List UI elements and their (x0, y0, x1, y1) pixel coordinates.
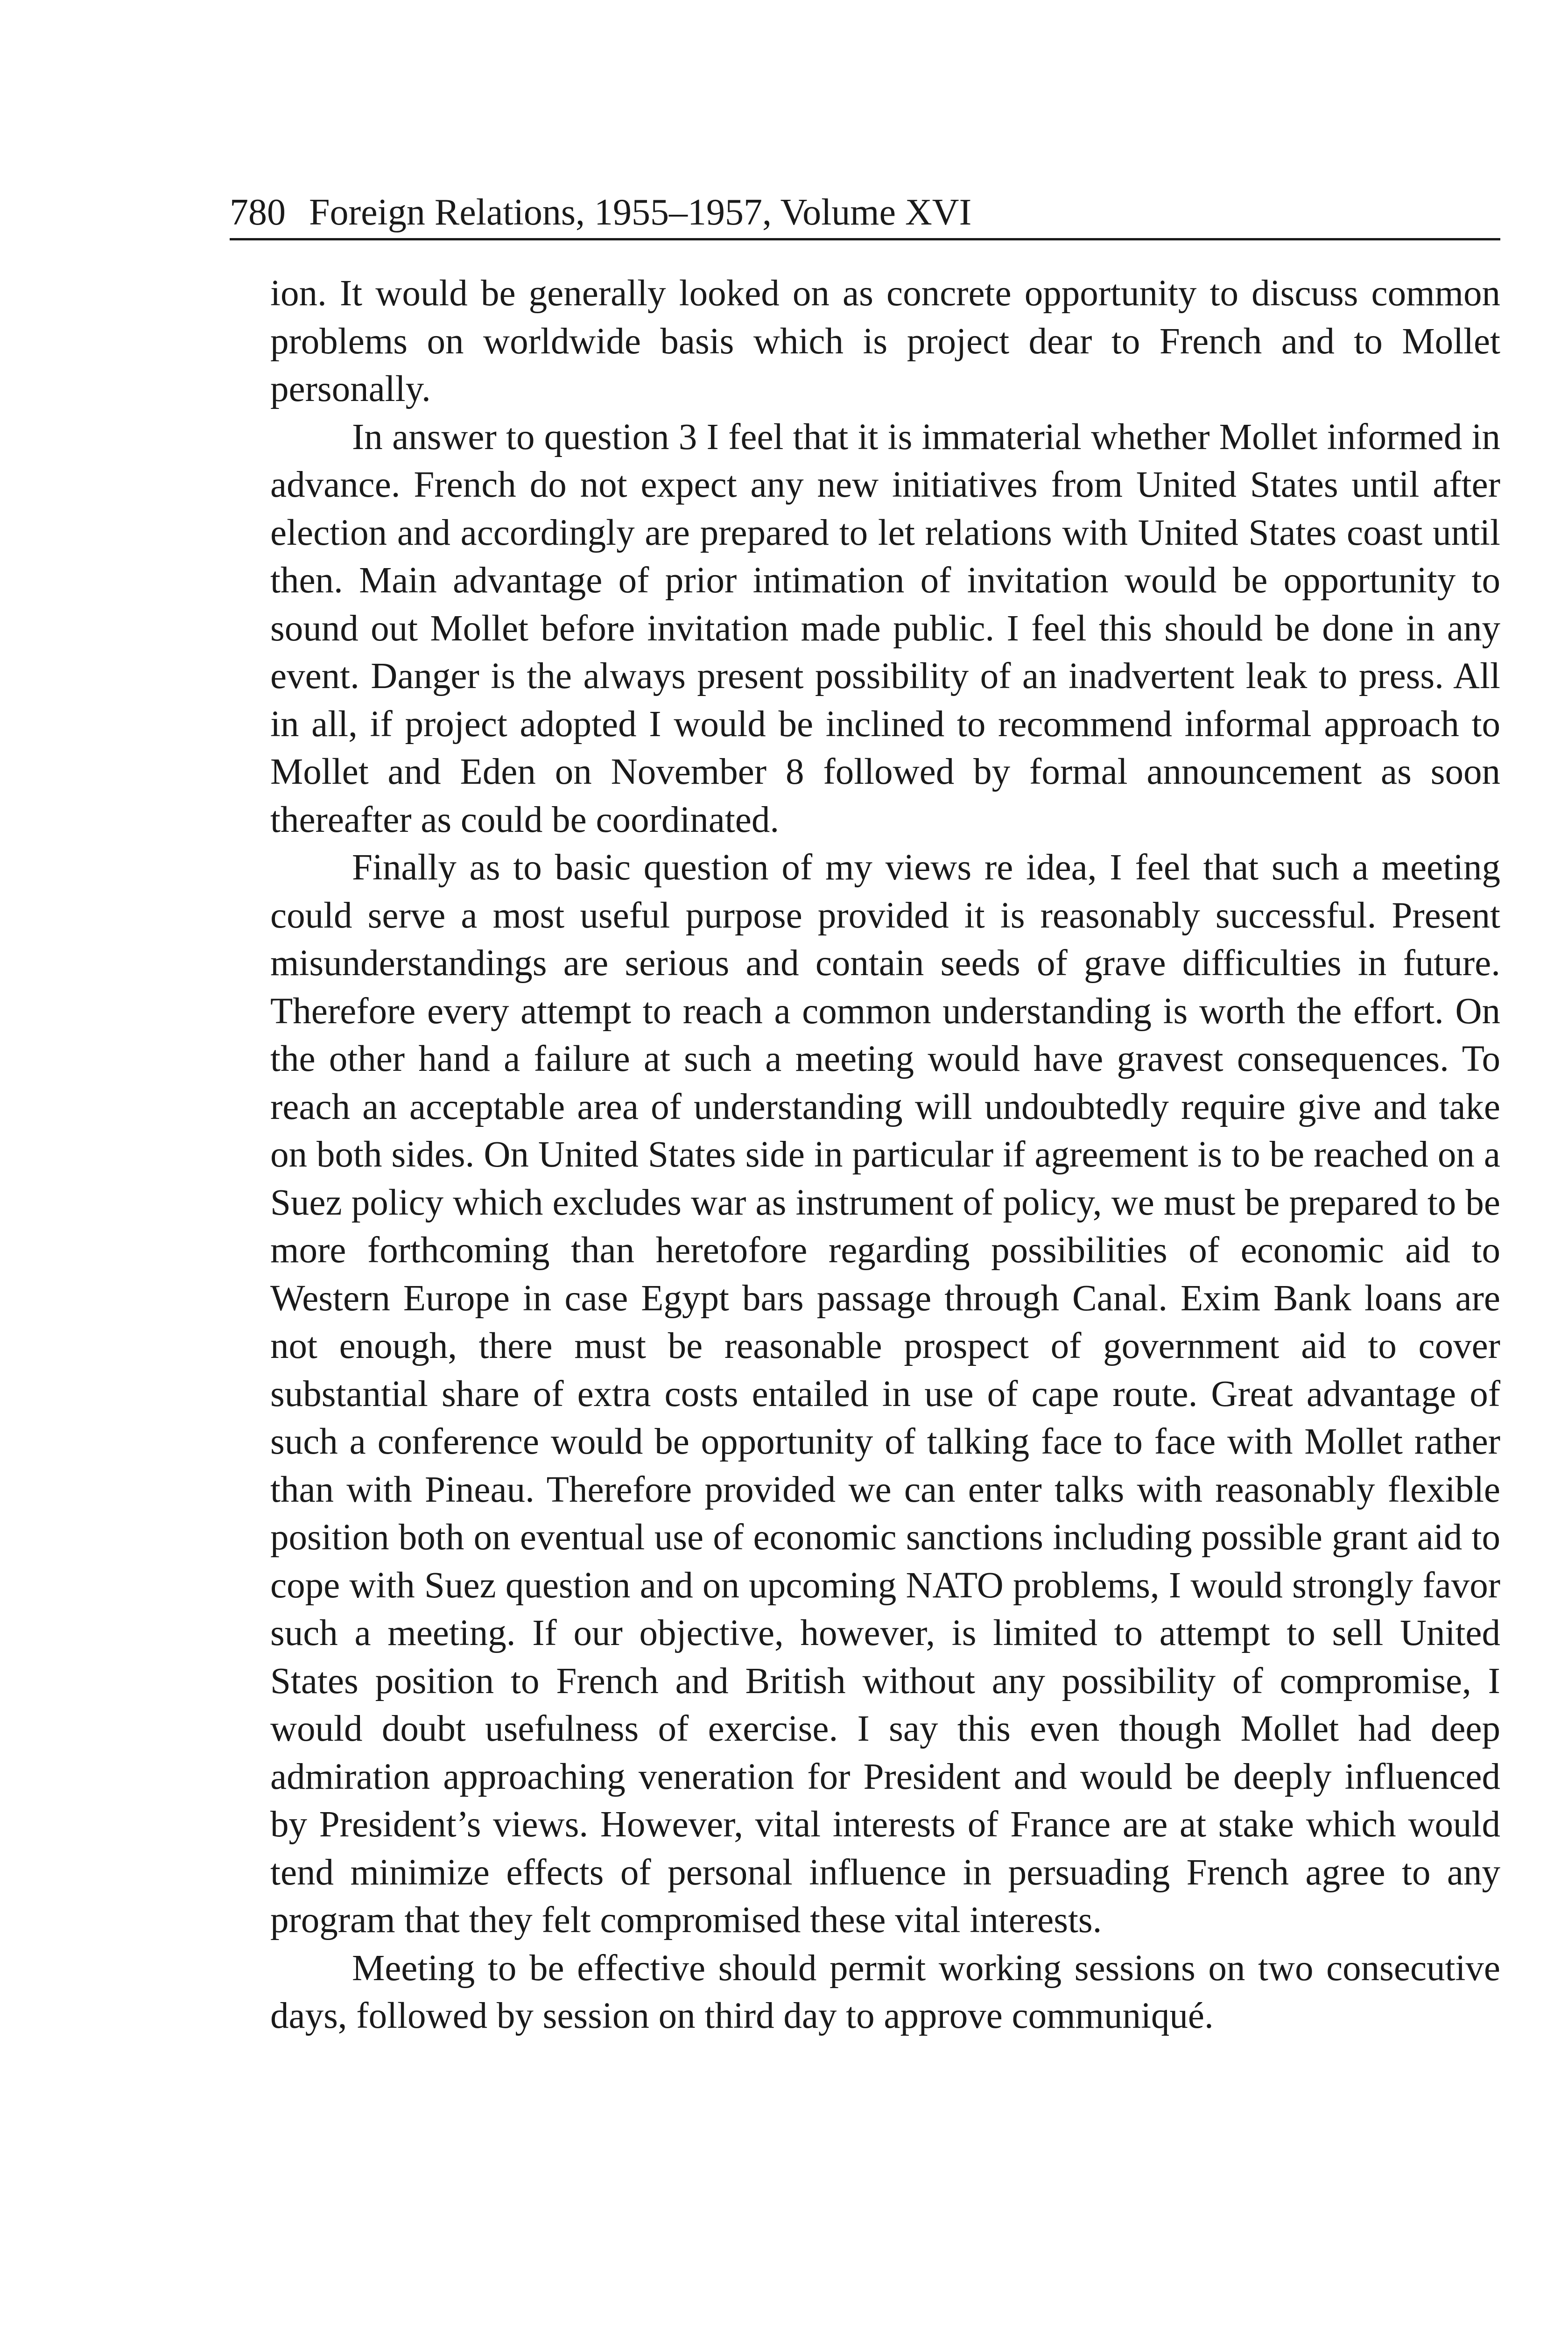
paragraph-continuation: ion. It would be generally looked on as concrete opportunity to discuss common problems on worldwide basis which is project dear to French and to Mollet personally. (270, 273, 1500, 409)
paragraph-basic-question: Finally as to basic question of my views re idea, I feel that such a meeting could serve a most useful purpose provided it is reasonably successful. Present misunderstandings are serious and contain seeds of grave difficulties in future. Therefore every attempt to reach a common understanding is worth the effort. On the other hand a failure at such a meeting would have gravest consequences. To reach an acceptable area of understanding will undoubtedly require give and take on both sides. On United States side in particular if agreement is to be reached on a Suez policy which excludes war as instrument of policy, we must be prepared to be more forthcoming than heretofore regarding possibilities of economic aid to Western Europe in case Egypt bars passage through Canal. Exim Bank loans are not enough, there must be reasonable prospect of government aid to cover substantial share of extra costs entailed in use of cape route. Great advantage of such a conference would be opportunity of talking face to face with Mollet rather than with Pineau. Therefore provided we can enter talks with reasonably flexible position both on eventual use of economic sanctions including possible grant aid to cope with Suez question and on upcoming NATO problems, I would strongly favor such a meeting. If our objective, however, is limited to attempt to sell United States position to French and British without any possibility of compromise, I would doubt usefulness of exercise. I say this even though Mollet had deep admiration approaching veneration for President and would be deeply influenced by President’s views. However, vital interests of France are at stake which would tend minimize effects of personal influence in persuading French agree to any program that they felt compromised these vital interests. (270, 847, 1500, 1940)
page-number: 780 (230, 192, 286, 233)
running-title: Foreign Relations, 1955–1957, Volume XVI (309, 192, 972, 233)
paragraph-meeting-sessions: Meeting to be effective should permit working sessions on two consecutive days, followed by session on third day to approve communiqué. (270, 1947, 1500, 2036)
paragraph-question-3: In answer to question 3 I feel that it is immaterial whether Mollet informed in advance. French do not expect any new initiatives from United States until after election and accordingly are prepared to let relations with United States coast until then. Main advantage of prior intimation of invitation would be opportunity to sound out Mollet before invitation made public. I feel this should be done in any event. Danger is the always present possibility of an inadvertent leak to press. All in all, if project adopted I would be inclined to recommend informal approach to Mollet and Eden on November 8 followed by formal announcement as soon thereafter as could be coordinated. (270, 416, 1500, 840)
running-header (230, 187, 1500, 240)
body-text (270, 270, 1500, 2040)
